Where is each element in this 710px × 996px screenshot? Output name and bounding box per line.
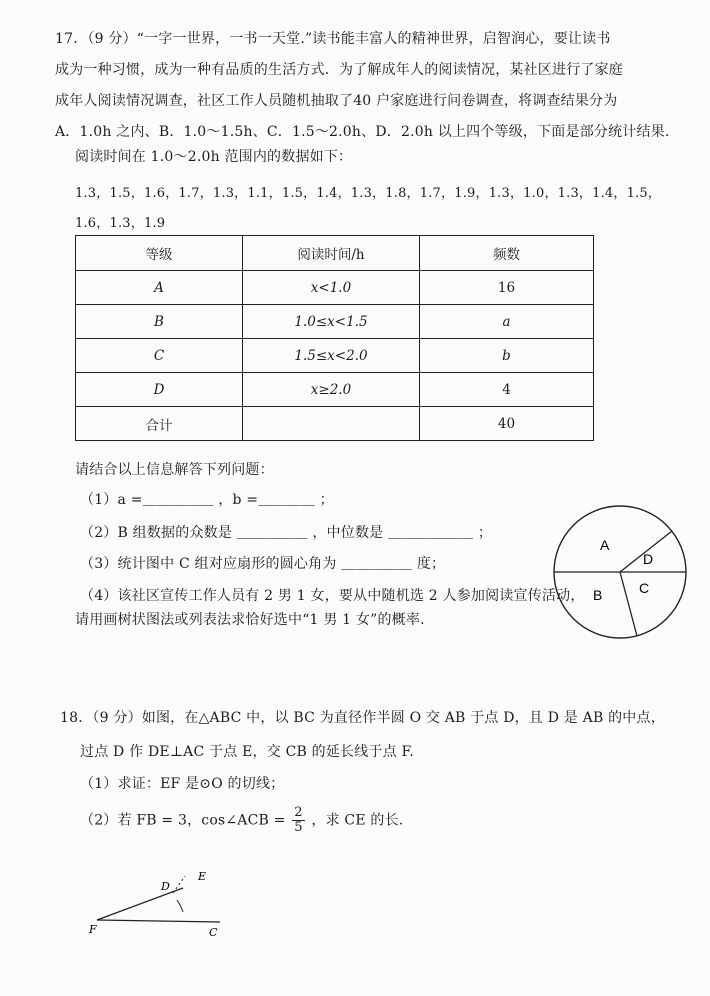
table-cell: A — [76, 271, 243, 305]
table-row — [76, 339, 594, 373]
q17-data-line-1: 1.3，1.5，1.6，1.7，1.3，1.1，1.5，1.4，1.3，1.8，1.7，1.9，1.3，1.0，1.3，1.4，1.5， — [75, 186, 662, 201]
point-label-e: E — [198, 870, 207, 883]
table-cell: 1.5≤x<2.0 — [243, 339, 420, 373]
q18-sub-1: （1）求证：EF 是⊙O 的切线； — [80, 776, 285, 792]
q17-sub-4a: （4）该社区宣传工作人员有 2 男 1 女，要从中随机选 2 人参加阅读宣传活动， — [80, 588, 585, 604]
pie-label-d: D — [643, 551, 654, 567]
table-cell — [243, 407, 420, 441]
pie-label-b: B — [593, 587, 603, 603]
table-cell: 4 — [420, 373, 594, 407]
q17-line-1: 17．（9 分）“一字一世界，一书一天堂.”读书能丰富人的精神世界，启智润心，要让读书 — [55, 31, 611, 47]
line-fd — [97, 888, 183, 920]
q17-sub-4b: 请用画树状图法或列表法求恰好选中“1 男 1 女”的概率. — [75, 612, 425, 628]
q17-line-3: 成年人阅读情况调查，社区工作人员随机抽取了40 户家庭进行问卷调查，将调查结果分为 — [55, 93, 618, 109]
table-header-cell: 阅读时间/h — [243, 236, 420, 271]
q18-line-2: 过点 D 作 DE⊥AC 于点 E，交 CB 的延长线于点 F. — [80, 744, 414, 760]
pie-radius-line — [620, 572, 637, 636]
table-row — [76, 305, 594, 339]
q17-line-2: 成为一种习惯，成为一种有品质的生活方式．为了解成年人的阅读情况，某社区进行了家庭 — [55, 62, 623, 78]
grade-table — [75, 235, 594, 441]
table-header-cell: 等级 — [76, 236, 243, 271]
q17-prompt: 请结合以上信息解答下列问题： — [75, 462, 274, 478]
table-row — [76, 271, 594, 305]
fraction-numerator: 2 — [294, 805, 303, 820]
table-row — [76, 373, 594, 407]
table-cell: 合计 — [76, 407, 243, 441]
q18-sub-2-text: （2）若 FB = 3，cos∠ACB = — [80, 812, 286, 829]
q17-sub-2: （2）B 组数据的众数是 ＿＿＿＿＿ ，中位数是 ＿＿＿＿＿＿ ； — [80, 525, 493, 541]
point-label-c: C — [209, 926, 218, 939]
q17-line-5: 阅读时间在 1.0～2.0h 范围内的数据如下： — [75, 149, 353, 165]
q18-sub-2 — [80, 806, 403, 835]
table-header-cell: 频数 — [420, 236, 594, 271]
q17-data-line-2: 1.6，1.3，1.9 — [75, 216, 166, 231]
q18-sub-2-tail: ，求 CE 的长. — [311, 812, 404, 829]
table-cell: x≥2.0 — [243, 373, 420, 407]
table-cell: B — [76, 305, 243, 339]
table-cell: x<1.0 — [243, 271, 420, 305]
q17-sub-1: （1）a =＿＿＿＿＿ ，b =＿＿＿＿ ； — [80, 492, 334, 508]
q17-sub-3: （3）统计图中 C 组对应扇形的圆心角为 ＿＿＿＿＿ 度； — [80, 556, 446, 572]
q17-line-4: A．1.0h 之内、B．1.0～1.5h、C．1.5～2.0h、D．2.0h 以上四个等级，下面是部分统计结果. — [55, 124, 670, 140]
point-label-f: F — [89, 923, 97, 936]
table-cell: b — [420, 339, 594, 373]
table-cell: 16 — [420, 271, 594, 305]
arc-mark — [177, 900, 183, 912]
geometry-figure — [85, 860, 235, 940]
table-cell: D — [76, 373, 243, 407]
table-header-row — [76, 236, 594, 271]
pie-chart-figure — [545, 500, 695, 650]
pie-label-a: A — [600, 537, 610, 553]
table-cell: 40 — [420, 407, 594, 441]
fraction-denominator: 5 — [294, 820, 303, 835]
table-row — [76, 407, 594, 441]
table-cell: a — [420, 305, 594, 339]
line-fc — [97, 920, 220, 922]
point-label-d: D — [161, 880, 170, 893]
table-cell: 1.0≤x<1.5 — [243, 305, 420, 339]
q18-line-1: 18．（9 分）如图，在△ABC 中，以 BC 为直径作半圆 O 交 AB 于点 D，且 D 是 AB 的中点， — [60, 710, 665, 726]
pie-label-c: C — [639, 580, 650, 596]
table-cell: C — [76, 339, 243, 373]
cos-fraction — [292, 806, 304, 835]
